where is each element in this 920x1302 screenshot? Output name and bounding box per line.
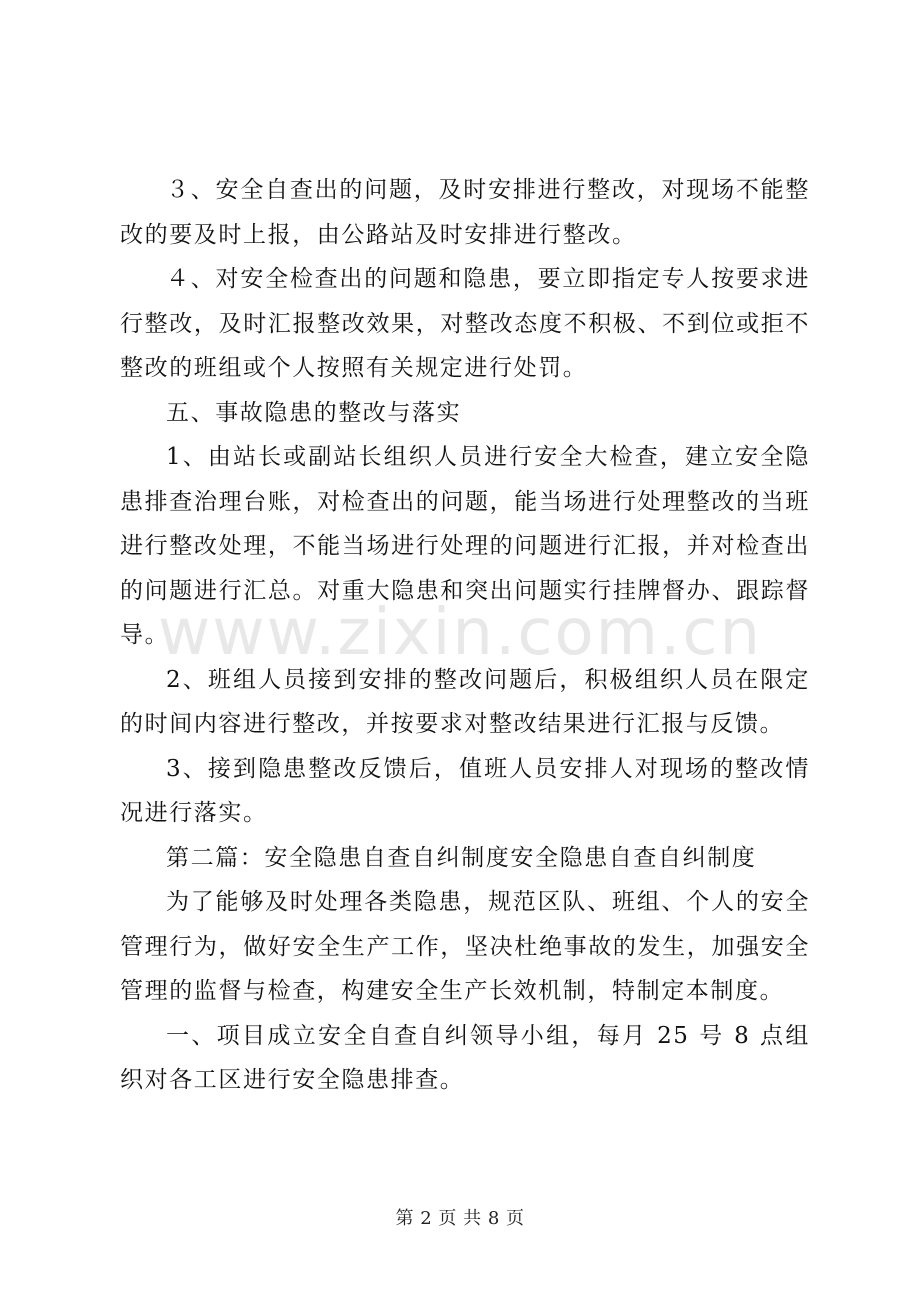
page-number-footer: 第 2 页 共 8 页 — [395, 1208, 525, 1229]
paragraph-item-one: 一、项目成立安全自查自纠领导小组，每月 25 号 8 点组织对各工区进行安全隐患排查。 — [120, 1022, 810, 1093]
paragraph-rectify-2: 2、班组人员接到安排的整改问题后，积极组织人员在限定的时间内容进行整改，并按要求对整改结果进行汇报与反馈。 — [120, 666, 810, 737]
paragraph-item-3: ３、安全自查出的问题，及时安排进行整改，对现场不能整改的要及时上报，由公路站及时安排进行整改。 — [120, 177, 810, 248]
watermark: www.zixin.com.cn — [157, 596, 763, 670]
document-body — [120, 168, 810, 1103]
chapter-title-part-two: 第二篇：安全隐患自查自纠制度安全隐患自查自纠制度 — [166, 844, 757, 871]
paragraph-rectify-3: 3、接到隐患整改反馈后，值班人员安排人对现场的整改情况进行落实。 — [120, 755, 810, 826]
paragraph-item-4: ４、对安全检查出的问题和隐患，要立即指定专人按要求进行整改，及时汇报整改效果，对整改态度不积极、不到位或拒不整改的班组或个人按照有关规定进行处罚。 — [120, 266, 810, 381]
section-heading-five: 五、事故隐患的整改与落实 — [166, 399, 462, 426]
paragraph-rectify-1: 1、由站长或副站长组织人员进行安全大检查，建立安全隐患排查治理台账，对检查出的问题，能当场进行处理整改的当班进行整改处理，不能当场进行处理的问题进行汇报，并对检查出的问题进行汇总。对重大隐患和突出问题实行挂牌督办、跟踪督导。 — [120, 444, 810, 648]
paragraph-intro: 为了能够及时处理各类隐患，规范区队、班组、个人的安全管理行为，做好安全生产工作，坚决杜绝事故的发生，加强安全管理的监督与检查，构建安全生产长效机制，特制定本制度。 — [120, 889, 810, 1004]
